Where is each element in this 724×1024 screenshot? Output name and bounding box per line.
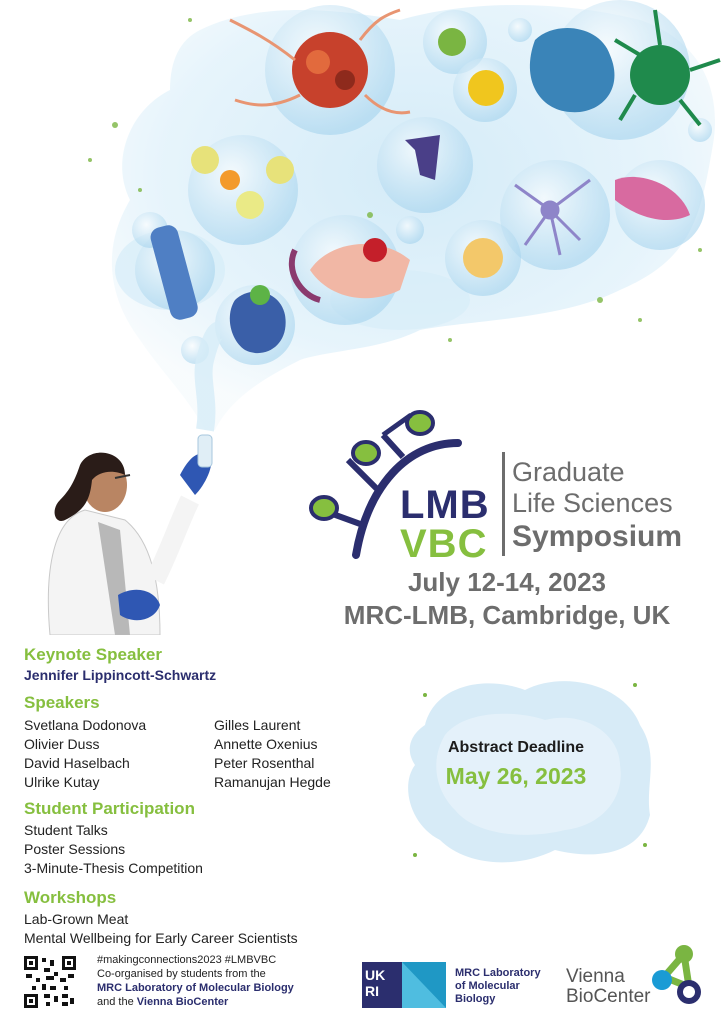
vienna-line: Vienna	[566, 966, 625, 987]
speaker-name: Ulrike Kutay	[24, 774, 100, 790]
speakers-column-1	[24, 716, 146, 792]
workshops-heading: Workshops	[24, 888, 117, 907]
keynote-name: Jennifer Lippincott-Schwartz	[24, 667, 217, 683]
title-line-1: Graduate	[512, 457, 625, 487]
speaker-name: David Haselbach	[24, 755, 130, 771]
vienna-line: BioCenter	[566, 986, 651, 1007]
mrc-line: MRC Laboratory	[455, 967, 541, 979]
list-item: Lab-Grown Meat	[24, 911, 129, 927]
yellow-particle-illustration	[468, 70, 504, 106]
speaker-name: Gilles Laurent	[214, 717, 301, 733]
ukri-logo-text: UK RI	[365, 967, 386, 999]
footer-hashtags: #makingconnections2023 #LMBVBC	[97, 954, 277, 966]
logo-vbc-text: VBC	[400, 522, 488, 566]
speaker-name: Ramanujan Hegde	[214, 774, 331, 790]
speaker-name: Olivier Duss	[24, 736, 100, 752]
list-item: Mental Wellbeing for Early Career Scientists	[24, 930, 298, 946]
student-participation-list	[24, 821, 203, 878]
event-venue: MRC-LMB, Cambridge, UK	[343, 600, 671, 630]
mrc-line: of Molecular	[455, 980, 520, 992]
footer-org-mrc: MRC Laboratory of Molecular Biology	[97, 982, 294, 994]
speaker-name: Annette Oxenius	[214, 736, 318, 752]
vienna-biocenter-logo-icon	[644, 942, 704, 1008]
scientist-illustration	[30, 430, 220, 635]
green-virus-illustration	[438, 28, 466, 56]
footer-credits	[97, 953, 294, 1009]
speakers-heading: Speakers	[24, 693, 100, 712]
footer-and: and the	[97, 996, 134, 1008]
mrc-line: Biology	[455, 993, 496, 1005]
title-line-3: Symposium	[512, 520, 683, 553]
list-item: Poster Sessions	[24, 841, 126, 857]
event-dates: July 12-14, 2023	[407, 567, 607, 597]
orange-capsid-illustration	[463, 238, 503, 278]
title-line-2: Life Sciences	[512, 488, 673, 518]
speaker-name: Peter Rosenthal	[214, 755, 315, 771]
workshops-list	[24, 910, 298, 948]
speaker-name: Svetlana Dodonova	[24, 717, 147, 733]
abstract-deadline-label: Abstract Deadline	[447, 739, 585, 756]
logo-divider	[502, 452, 505, 556]
student-participation-heading: Student Participation	[24, 799, 195, 818]
vienna-biocenter-logo-text	[566, 967, 651, 1007]
mrc-lmb-logo-text	[455, 967, 541, 1006]
watercolor-cloud-illustration	[0, 0, 724, 440]
abstract-deadline-date: May 26, 2023	[445, 763, 587, 789]
speakers-column-2	[214, 716, 331, 792]
list-item: 3-Minute-Thesis Competition	[24, 860, 203, 876]
footer-org-vbc: Vienna BioCenter	[136, 996, 229, 1008]
qr-code-icon[interactable]	[24, 956, 76, 1008]
logo-lmb-text: LMB	[400, 483, 490, 527]
flask-icon	[198, 435, 212, 467]
footer-organised-line: Co-organised by students from the	[97, 968, 266, 980]
keynote-heading: Keynote Speaker	[24, 645, 162, 664]
list-item: Student Talks	[24, 822, 108, 838]
